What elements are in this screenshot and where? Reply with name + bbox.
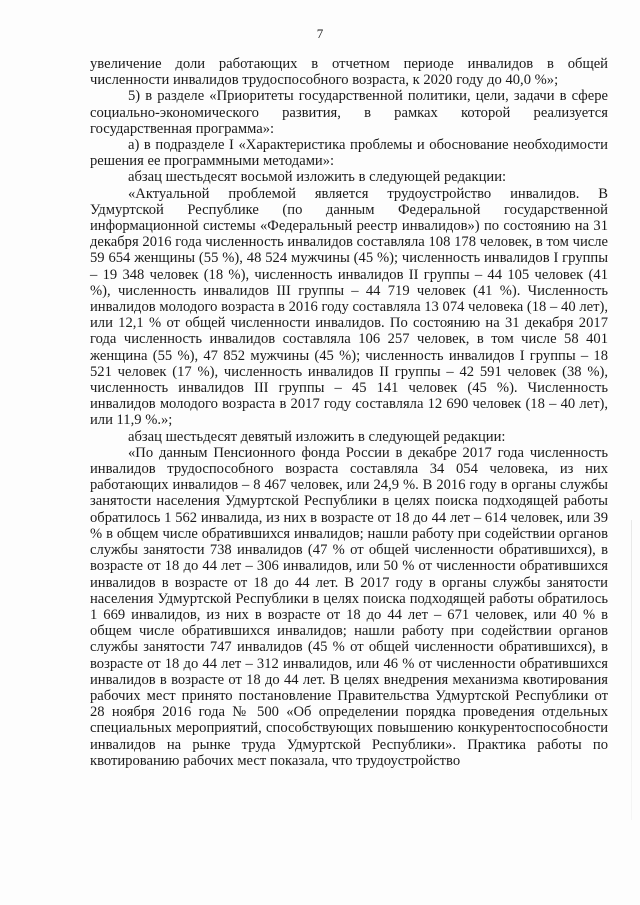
page-number: 7 — [316, 26, 324, 41]
scan-artifact-line — [631, 520, 632, 820]
paragraph: 5) в разделе «Приоритеты государственной политики, цели, задачи в сфере социально-экономического развития, в рамках которой реализуется государственная программа»: — [90, 88, 608, 137]
document-body — [90, 56, 608, 769]
paragraph: «Актуальной проблемой является трудоустройство инвалидов. В Удмуртской Республике (по данным Федеральной государственной информационной системы «Федеральный реестр инвалидов») по состоянию на 31 декабря 2016 года численность инвалидов составляла 108 178 человек, в том числе 59 654 женщины (55 %), 48 524 мужчины (45 %); численность инвалидов I группы – 19 348 человек (18 %), численность инвалидов II группы – 44 105 человек (41 %), численность инвалидов III группы – 44 719 человек (41 %). Численность инвалидов молодого возраста в 2016 году составляла 13 074 человека (18 – 40 лет), или 12,1 % от общей численности инвалидов. По состоянию на 31 декабря 2017 года численность инвалидов составляла 106 257 человек, в том числе 58 401 женщина (55 %), 47 852 мужчины (45 %); численность инвалидов I группы – 18 521 человек (17 %), численность инвалидов II группы – 42 591 человек (38 %), численность инвалидов III группы – 45 141 человек (45 %). Численность инвалидов молодого возраста в 2017 году составляла 12 690 человек (18 – 40 лет), или 11,9 %.»; — [90, 185, 608, 429]
paragraph: абзац шестьдесят девятый изложить в следующей редакции: — [128, 428, 506, 445]
paragraph: «По данным Пенсионного фонда России в декабре 2017 года численность инвалидов трудоспособного возраста составляла 34 054 человека, из них работающих инвалидов – 8 467 человек, или 24,9 %. В 2016 году в органы службы занятости населения Удмуртской Республики в целях поиска подходящей работы обратилось 1 562 инвалида, из них в возрасте от 18 до 44 лет – 614 человек, или 39 % в общем числе обратившихся инвалидов; нашли работу при содействии органов службы занятости 738 инвалидов (47 % от общей численности обратившихся), в возрасте от 18 до 44 лет – 306 инвалидов, или 50 % от численности обратившихся инвалидов в возрасте от 18 до 44 лет. В 2017 году в органы службы занятости населения Удмуртской Республики в целях поиска подходящей работы обратилось 1 669 инвалидов, из них в возрасте от 18 до 44 лет – 671 человек, или 40 % в общем числе обратившихся инвалидов; нашли работу при содействии органов службы занятости 747 инвалидов (45 % от общей численности обратившихся), в возрасте от 18 до 44 лет – 312 инвалидов, или 46 % от численности обратившихся инвалидов в возрасте от 18 до 44 лет. В целях внедрения механизма квотирования рабочих мест принято постановление Правительства Удмуртской Республики от 28 ноября 2016 года № 500 «Об определении порядка проведения отдельных специальных мероприятий, способствующих повышению конкурентоспособности инвалидов на рынке труда Удмуртской Республики». Практика работы по квотированию рабочих мест показала, что трудоустройство — [90, 444, 608, 769]
paragraph: а) в подразделе I «Характеристика проблемы и обоснование необходимости решения ее программными методами»: — [90, 137, 608, 170]
paragraph: абзац шестьдесят восьмой изложить в следующей редакции: — [128, 169, 507, 186]
paragraph: увеличение доли работающих в отчетном периоде инвалидов в общей численности инвалидов трудоспособного возраста, к 2020 году до 40,0 %»; — [90, 56, 608, 89]
